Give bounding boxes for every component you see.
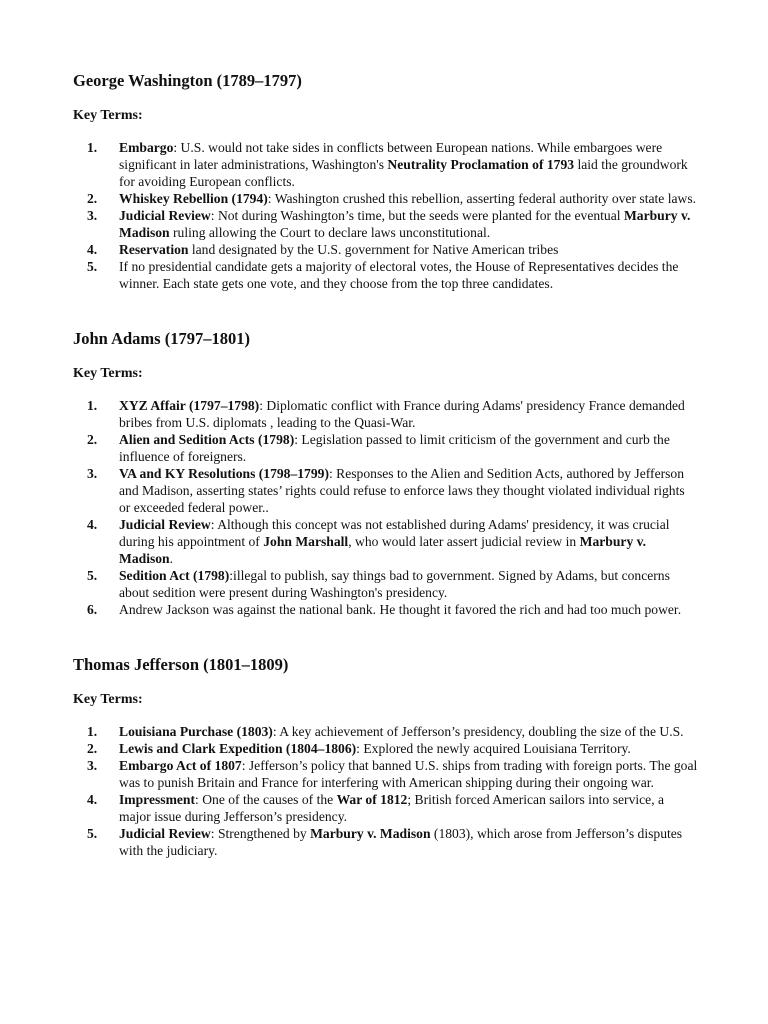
term-text: : U.S. would not take sides in conflicts between European nations. While embargoes were significant in later administrations, Washington's — [119, 140, 663, 172]
term-bold: XYZ Affair (1797–1798) — [119, 398, 260, 413]
list-item — [0, 601, 768, 618]
list-item — [0, 825, 768, 859]
list-item — [0, 258, 768, 292]
list-item — [0, 723, 768, 740]
term-text: Andrew Jackson was against the national bank. He thought it favored the rich and had too much power. — [119, 602, 682, 617]
item-number: 5. — [87, 826, 98, 841]
term-text: : A key achievement of Jefferson’s presidency, doubling the size of the U.S. — [272, 724, 684, 739]
key-terms-list — [0, 723, 768, 859]
term-bold: Lewis and Clark Expedition (1804–1806) — [119, 741, 357, 756]
term-text: : Diplomatic conflict with France during Adams' presidency France demanded bribes from U.S. diplomats , leading to the Quasi-War. — [119, 398, 685, 430]
item-number: 3. — [87, 758, 98, 773]
term-text: : Although this concept was not established during Adams' presidency, it was crucial during his appointment of — [119, 517, 670, 549]
item-number: 6. — [87, 602, 98, 617]
term-text: , who would later assert judicial review in — [348, 534, 580, 549]
term-bold: War of 1812 — [336, 792, 408, 807]
item-number: 1. — [87, 398, 98, 413]
term-text: : Not during Washington’s time, but the seeds were planted for the eventual — [210, 208, 624, 223]
key-terms-list — [0, 139, 768, 292]
item-number: 4. — [87, 517, 98, 532]
list-item — [0, 397, 768, 431]
list-item — [0, 465, 768, 516]
item-number: 2. — [87, 741, 98, 756]
list-item — [0, 139, 768, 190]
term-bold: Reservation — [119, 242, 189, 257]
term-text: : Strengthened by — [210, 826, 311, 841]
term-bold: Marbury v. Madison — [310, 826, 431, 841]
section-heading: George Washington (1789–1797) — [73, 71, 302, 90]
term-text: : Responses to the Alien and Sedition Acts, authored by Jefferson and Madison, asserting states’ rights could refuse to enforce laws they thought violated individual rights or exceeded federal power.. — [119, 466, 685, 515]
term-bold: Judicial Review — [119, 826, 211, 841]
term-text: :illegal to publish, say things bad to government. Signed by Adams, but concerns about sedition were present during Washington's presidency. — [119, 568, 670, 600]
list-item — [0, 757, 768, 791]
term-text: . — [169, 551, 174, 566]
term-text: : Explored the newly acquired Louisiana Territory. — [356, 741, 631, 756]
term-text: If no presidential candidate gets a majority of electoral votes, the House of Representatives decides the winner. Each state gets one vote, and they choose from the top three candidates. — [119, 259, 679, 291]
term-text: : One of the causes of the — [195, 792, 337, 807]
term-text: ruling allowing the Court to declare laws unconstitutional. — [169, 225, 491, 240]
key-terms-label: Key Terms: — [73, 366, 143, 381]
term-text: land designated by the U.S. government for Native American tribes — [188, 242, 559, 257]
term-bold: Whiskey Rebellion (1794) — [119, 191, 268, 206]
list-item — [0, 241, 768, 258]
item-number: 4. — [87, 792, 98, 807]
list-item — [0, 190, 768, 207]
term-bold: Impressment — [119, 792, 196, 807]
term-bold: Marbury v. Madison — [119, 534, 647, 566]
term-bold: Embargo — [119, 140, 174, 155]
term-text: (1803), which arose from Jefferson’s disputes with the judiciary. — [119, 826, 683, 858]
item-number: 3. — [87, 466, 98, 481]
term-bold: Sedition Act (1798) — [119, 568, 230, 583]
term-bold: VA and KY Resolutions (1798–1799) — [119, 466, 329, 481]
list-item — [0, 431, 768, 465]
term-text: ; British forced American sailors into service, a major issue during Jefferson’s presidency. — [119, 792, 665, 824]
key-terms-list — [0, 397, 768, 618]
term-bold: Judicial Review — [119, 208, 211, 223]
term-text: : Legislation passed to limit criticism of the government and curb the influence of foreigners. — [119, 432, 670, 464]
key-terms-label: Key Terms: — [73, 692, 143, 707]
item-number: 3. — [87, 208, 98, 223]
list-item — [0, 567, 768, 601]
term-text: laid the groundwork for avoiding European conflicts. — [119, 157, 688, 189]
list-item — [0, 207, 768, 241]
item-number: 5. — [87, 259, 98, 274]
item-number: 2. — [87, 432, 98, 447]
term-bold: Marbury v. Madison — [119, 208, 691, 240]
section-heading: Thomas Jefferson (1801–1809) — [73, 655, 289, 674]
term-bold: Embargo Act of 1807 — [119, 758, 242, 773]
item-number: 5. — [87, 568, 98, 583]
list-item — [0, 740, 768, 757]
item-number: 2. — [87, 191, 98, 206]
term-bold: John Marshall — [263, 534, 349, 549]
item-number: 1. — [87, 724, 98, 739]
term-bold: Louisiana Purchase (1803) — [119, 724, 273, 739]
item-number: 4. — [87, 242, 98, 257]
term-bold: Judicial Review — [119, 517, 211, 532]
section-heading: John Adams (1797–1801) — [73, 329, 250, 348]
key-terms-label: Key Terms: — [73, 108, 143, 123]
list-item — [0, 791, 768, 825]
term-bold: Alien and Sedition Acts (1798) — [119, 432, 295, 447]
term-text: : Washington crushed this rebellion, asserting federal authority over state laws. — [267, 191, 697, 206]
item-number: 1. — [87, 140, 98, 155]
term-text: : Jefferson’s policy that banned U.S. ships from trading with foreign ports. The goal was to punish Britain and France for interfering with American shipping during their ongoing war. — [119, 758, 698, 790]
term-bold: Neutrality Proclamation of 1793 — [387, 157, 575, 172]
list-item — [0, 516, 768, 567]
